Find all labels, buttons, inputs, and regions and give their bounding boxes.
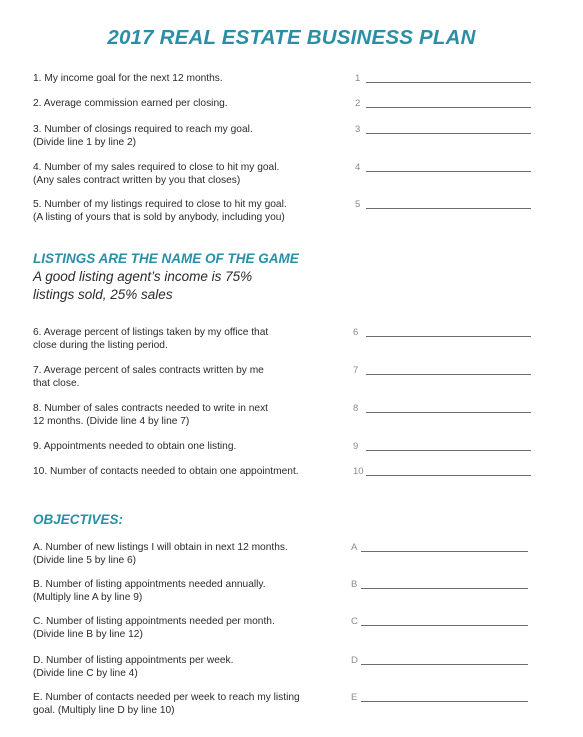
form-row xyxy=(33,327,533,357)
form-row xyxy=(33,162,533,192)
line-number: 5 xyxy=(355,199,361,210)
line-number: 2 xyxy=(355,98,361,109)
question-line: 7. Average percent of sales contracts written by me xyxy=(33,365,264,376)
form-row xyxy=(33,403,533,433)
question-line: 6. Average percent of listings taken by my office that xyxy=(33,327,269,338)
question-line: 12 months. (Divide line 4 by line 7) xyxy=(33,415,190,427)
line-number: A xyxy=(351,542,358,553)
question-line: goal. (Multiply line D by line 10) xyxy=(33,704,175,716)
objectives-heading: OBJECTIVES: xyxy=(33,512,124,527)
answer-blank[interactable] xyxy=(366,374,531,375)
line-number: 9 xyxy=(353,441,359,452)
question-line: (A listing of yours that is sold by anybody, including you) xyxy=(33,211,285,223)
line-number: B xyxy=(351,579,358,590)
line-number: 10 xyxy=(353,466,364,477)
form-row xyxy=(33,199,533,229)
line-number: 8 xyxy=(353,403,359,414)
question-text xyxy=(33,199,348,224)
question-text xyxy=(33,365,348,390)
line-number: 1 xyxy=(355,73,361,84)
question-text xyxy=(33,655,348,680)
question-line: 4. Number of my sales required to close to hit my goal. xyxy=(33,162,280,173)
question-line: (Divide line B by line 12) xyxy=(33,628,143,640)
question-line: (Divide line 1 by line 2) xyxy=(33,136,137,148)
listings-subheading xyxy=(33,268,252,303)
question-line: 5. Number of my listings required to close to hit my goal. xyxy=(33,199,287,210)
answer-blank[interactable] xyxy=(366,412,531,413)
answer-blank[interactable] xyxy=(361,588,528,589)
question-text xyxy=(33,162,348,187)
question-text xyxy=(33,441,348,454)
question-line: 8. Number of sales contracts needed to write in next xyxy=(33,403,268,414)
answer-blank[interactable] xyxy=(366,475,531,476)
form-row xyxy=(33,542,533,572)
answer-blank[interactable] xyxy=(366,171,531,172)
line-number: 3 xyxy=(355,124,361,135)
answer-blank[interactable] xyxy=(366,107,531,108)
form-row xyxy=(33,692,533,722)
question-text xyxy=(33,327,348,352)
form-row xyxy=(33,124,533,154)
question-text xyxy=(33,616,348,641)
answer-blank[interactable] xyxy=(366,208,531,209)
line-number: 6 xyxy=(353,327,359,338)
question-line: E. Number of contacts needed per week to reach my listing xyxy=(33,692,300,703)
question-line: 10. Number of contacts needed to obtain one appointment. xyxy=(33,466,299,477)
answer-blank[interactable] xyxy=(366,133,531,134)
question-line: (Divide line C by line 4) xyxy=(33,667,138,679)
page-title: 2017 REAL ESTATE BUSINESS PLAN xyxy=(107,26,476,49)
question-line: 2. Average commission earned per closing. xyxy=(33,98,228,109)
line-number: D xyxy=(351,655,358,666)
listings-subheading-line: listings sold, 25% sales xyxy=(33,286,173,302)
question-line: D. Number of listing appointments per week. xyxy=(33,655,234,666)
line-number: 4 xyxy=(355,162,361,173)
answer-blank[interactable] xyxy=(366,336,531,337)
answer-blank[interactable] xyxy=(361,664,528,665)
listings-heading: LISTINGS ARE THE NAME OF THE GAME xyxy=(33,251,299,266)
question-line: that close. xyxy=(33,377,80,389)
question-text xyxy=(33,579,348,604)
question-text xyxy=(33,73,348,86)
answer-blank[interactable] xyxy=(361,625,528,626)
listings-subheading-line: A good listing agent’s income is 75% xyxy=(33,269,253,284)
question-line: close during the listing period. xyxy=(33,339,168,351)
answer-blank[interactable] xyxy=(361,551,528,552)
line-number: 7 xyxy=(353,365,359,376)
form-row xyxy=(33,655,533,685)
question-text xyxy=(33,98,348,111)
question-line: (Divide line 5 by line 6) xyxy=(33,554,137,566)
form-row xyxy=(33,466,533,496)
question-text xyxy=(33,466,348,479)
form-row xyxy=(33,579,533,609)
question-line: (Multiply line A by line 9) xyxy=(33,591,143,603)
question-line: 1. My income goal for the next 12 months. xyxy=(33,73,223,84)
question-line: B. Number of listing appointments needed annually. xyxy=(33,579,266,590)
question-line: 9. Appointments needed to obtain one listing. xyxy=(33,441,237,452)
question-line: (Any sales contract written by you that closes) xyxy=(33,174,241,186)
answer-blank[interactable] xyxy=(366,450,531,451)
question-text xyxy=(33,124,348,149)
question-line: C. Number of listing appointments needed per month. xyxy=(33,616,275,627)
question-line: A. Number of new listings I will obtain in next 12 months. xyxy=(33,542,288,553)
line-number: E xyxy=(351,692,358,703)
answer-blank[interactable] xyxy=(366,82,531,83)
line-number: C xyxy=(351,616,358,627)
question-line: 3. Number of closings required to reach my goal. xyxy=(33,124,253,135)
question-text xyxy=(33,403,348,428)
form-row xyxy=(33,365,533,395)
question-text xyxy=(33,692,348,717)
question-text xyxy=(33,542,348,567)
form-row xyxy=(33,616,533,646)
answer-blank[interactable] xyxy=(361,701,528,702)
